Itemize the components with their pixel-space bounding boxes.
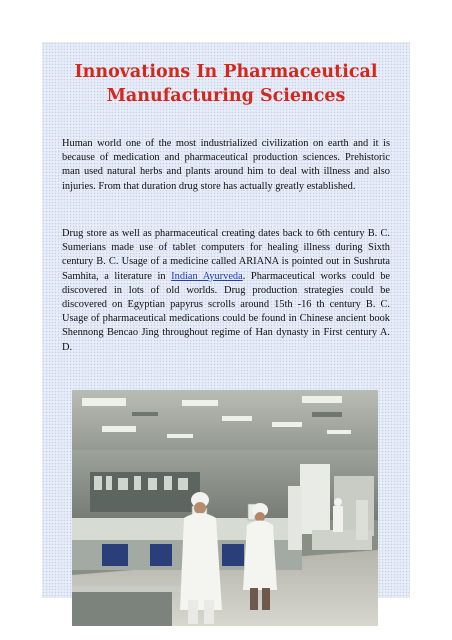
lab-worker-3 xyxy=(333,498,343,532)
laboratory-illustration xyxy=(72,390,378,626)
document-page xyxy=(42,42,410,598)
laboratory-photo xyxy=(72,390,378,626)
indian-ayurveda-link[interactable]: Indian Ayurveda xyxy=(171,270,243,282)
paragraph-2-text-b: . Pharmaceutical works could be discovered in lots of old worlds. Drug production strategies could be discovered on Egyptian papyrus scrolls around 15th -16 th century B. C. Usage of pharmaceutical medications could be found in Chinese ancient book Shennong Bencao Jing throughout regime of Han dynasty in First century A. D. xyxy=(62,270,390,353)
paragraph-1: Human world one of the most industrialized civilization on earth and it is because of medication and pharmaceutical production sciences. Prehistoric man used natural herbs and plants around him to deal with illness and also injuries. From that duration drug store has actually greatly established. xyxy=(62,138,390,192)
title-line-1: Innovations In Pharmaceutical xyxy=(74,62,378,82)
title-line-2: Manufacturing Sciences xyxy=(106,86,346,106)
paragraph-2-text-a: Drug store as well as pharmaceutical creating dates back to 6th century B. C. Sumerians made use of tablet computers for healing illness during Sixth century B. C. Usage of a medicine called ARIANA is pointed out in Sushruta Samhita, a literature in xyxy=(62,228,390,282)
paragraph-2 xyxy=(62,227,390,355)
document-title xyxy=(42,60,410,108)
